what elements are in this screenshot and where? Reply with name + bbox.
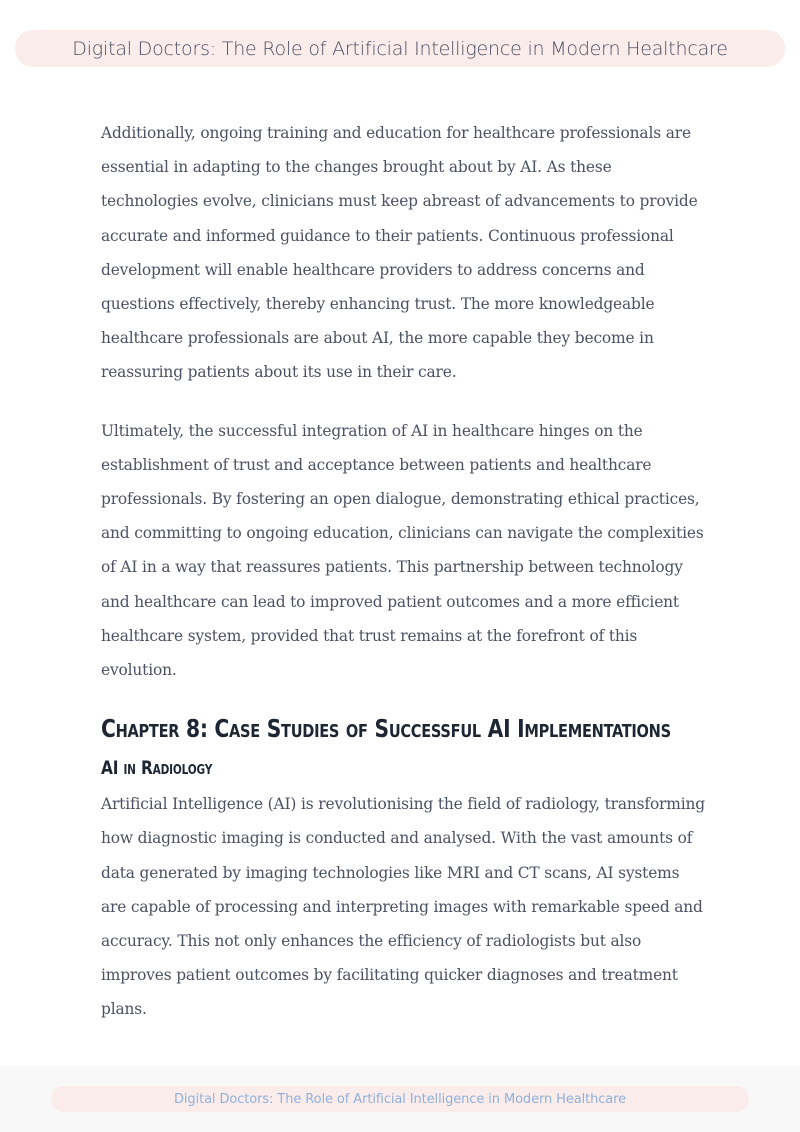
section-heading: AI in Radiology [101, 757, 213, 780]
section-paragraph: Artificial Intelligence (AI) is revolutionising the field of radiology, transforming how diagnostic imaging is conducted and analysed. With the vast amounts of data generated by imaging technologies like MRI and CT scans, AI systems are capable of processing and interpreting images with remarkable speed and accuracy. This not only enhances the efficiency of radiologists but also improves patient outcomes by facilitating quicker diagnoses and treatment plans. [101, 795, 705, 1019]
chapter-heading: Chapter 8: Case Studies of Successful AI Implementations [101, 714, 671, 744]
page-footer [51, 1086, 749, 1112]
body-paragraph: Additionally, ongoing training and education for healthcare professionals are essential in adapting to the changes brought about by AI. As these technologies evolve, clinicians must keep abreast of advancements to provide accurate and informed guidance to their patients. Continuous professional development will enable healthcare providers to address concerns and questions effectively, thereby enhancing trust. The more knowledgeable healthcare professionals are about AI, the more capable they become in reassuring patients about its use in their care. [101, 124, 698, 382]
page-content [101, 116, 707, 1027]
footer-title: Digital Doctors: The Role of Artificial Intelligence in Modern Healthcare [173, 1091, 627, 1107]
page-header [15, 30, 785, 67]
body-paragraph: Ultimately, the successful integration of AI in healthcare hinges on the establishment of trust and acceptance between patients and healthcare professionals. By fostering an open dialogue, demonstrating ethical practices, and committing to ongoing education, clinicians can navigate the complexities of AI in a way that reassures patients. This partnership between technology and healthcare can lead to improved patient outcomes and a more efficient healthcare system, provided that trust remains at the forefront of this evolution. [101, 421, 704, 680]
header-title: Digital Doctors: The Role of Artificial Intelligence in Modern Healthcare [72, 37, 728, 60]
